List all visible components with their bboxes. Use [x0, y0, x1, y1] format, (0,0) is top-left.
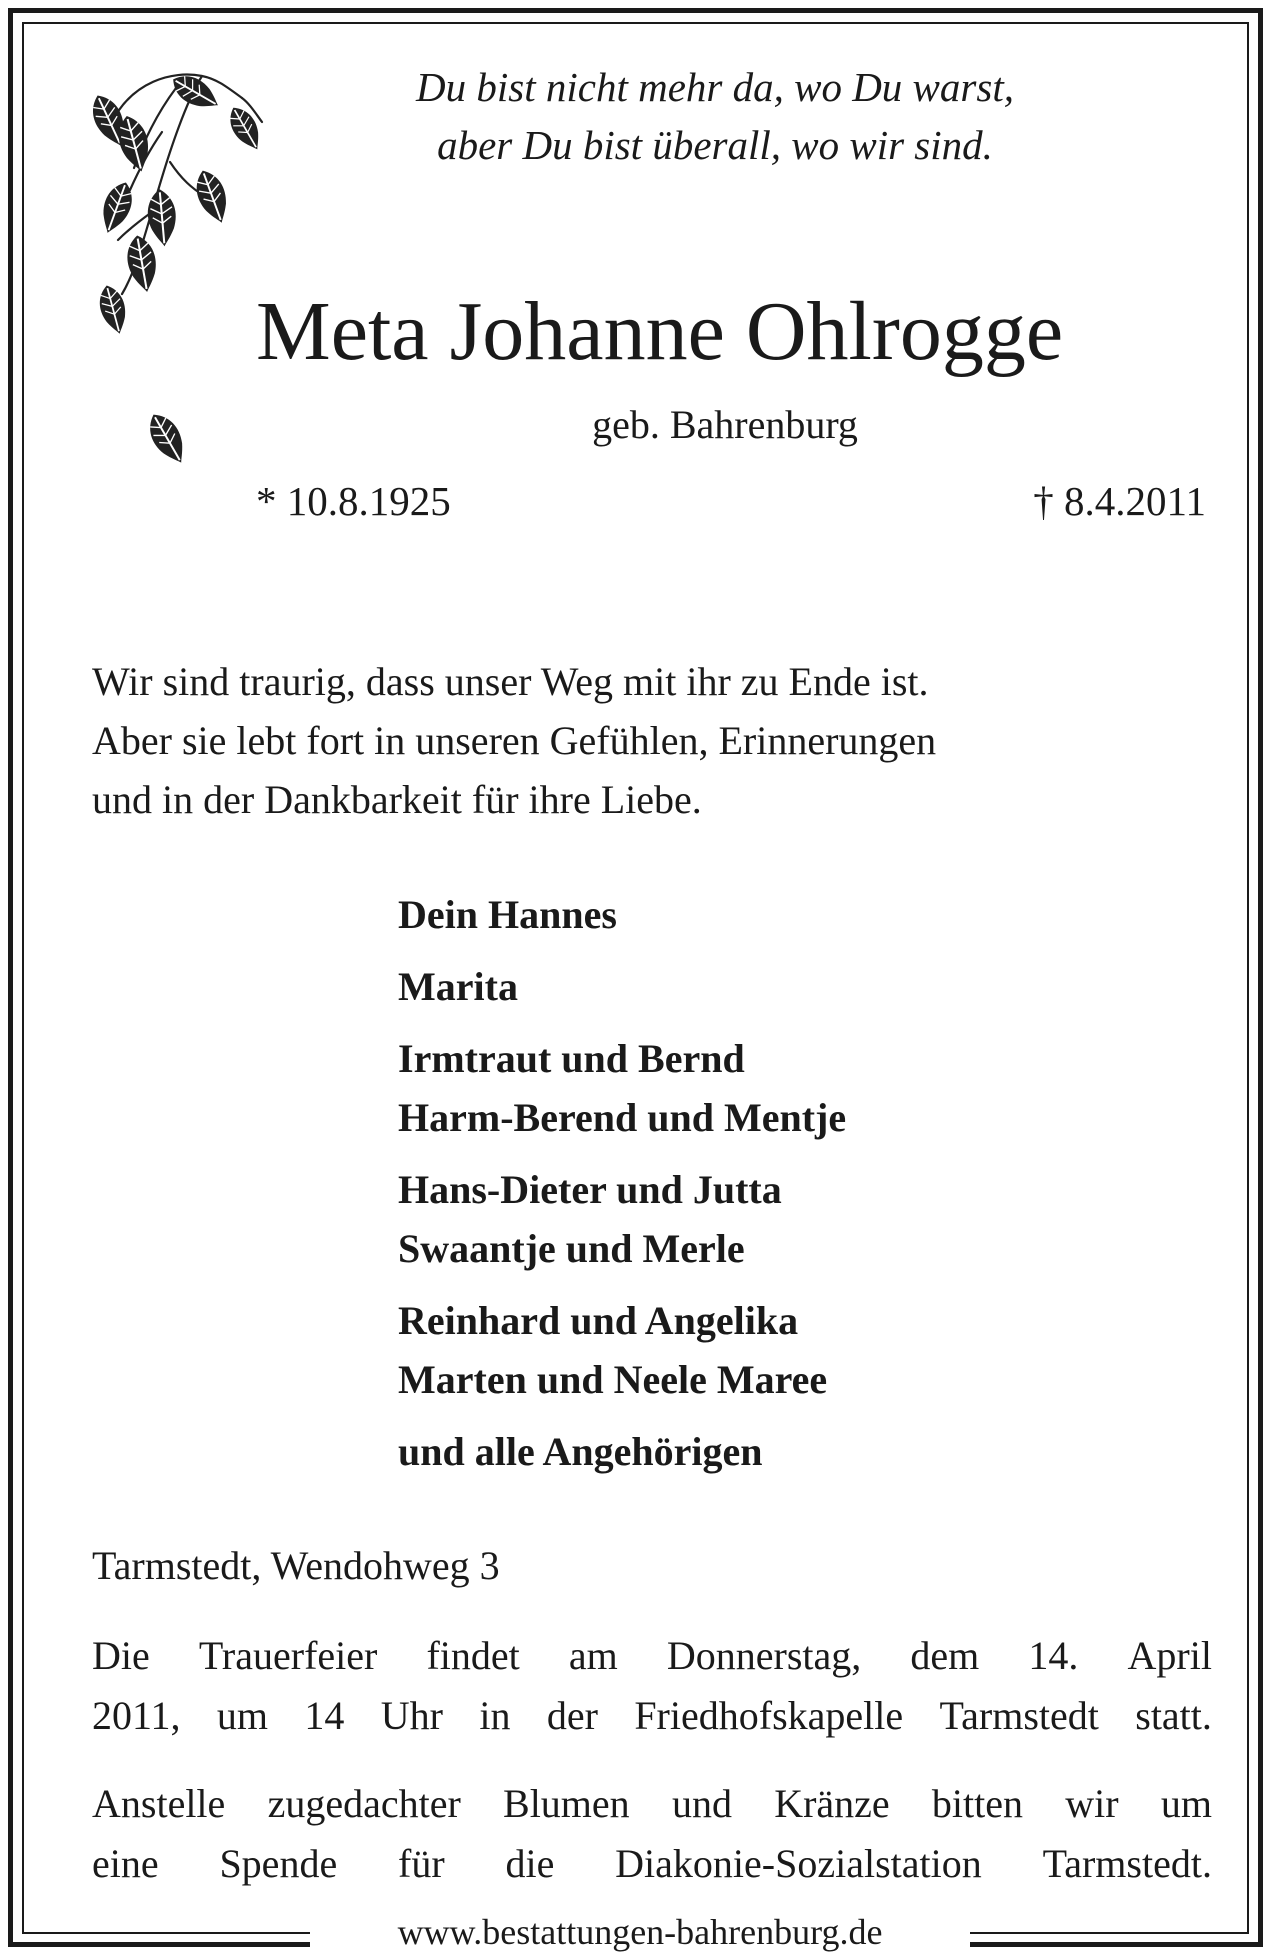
intro-line: und in der Dankbarkeit für ihre Liebe. — [92, 777, 702, 822]
deceased-name: Meta Johanne Ohlrogge — [256, 285, 1064, 378]
family-group — [398, 1029, 846, 1147]
word: und — [671, 1781, 732, 1826]
quote-line: aber Du bist überall, wo wir sind. — [437, 122, 993, 168]
ceremony-line — [92, 1686, 1212, 1746]
family-line: Marita — [398, 964, 518, 1009]
ceremony-line — [92, 1626, 1212, 1686]
word: Diakonie-Sozialstation — [615, 1841, 982, 1886]
family-line: Harm-Berend und Mentje — [398, 1095, 847, 1140]
donation-line — [92, 1774, 1212, 1834]
word: April — [1127, 1633, 1212, 1678]
word: Uhr — [380, 1693, 443, 1738]
word: Tarmstedt. — [1042, 1841, 1212, 1886]
word: wir — [1065, 1781, 1119, 1826]
family-line: Marten und Neele Maree — [398, 1357, 828, 1402]
donation-line — [92, 1834, 1212, 1894]
word: die — [505, 1841, 555, 1886]
family-group — [398, 1291, 846, 1409]
intro-line: Wir sind traurig, dass unser Weg mit ihr zu Ende ist. — [92, 659, 929, 704]
word: Spende — [219, 1841, 338, 1886]
word: Blumen — [503, 1781, 630, 1826]
donation-notice — [92, 1774, 1212, 1894]
birth-date: * 10.8.1925 — [256, 478, 451, 524]
family-line: Hans-Dieter und Jutta — [398, 1167, 782, 1212]
word: Trauerfeier — [198, 1633, 378, 1678]
family-group — [398, 885, 846, 944]
address: Tarmstedt, Wendohweg 3 — [92, 1543, 500, 1588]
word: Kränze — [774, 1781, 890, 1826]
word: um — [1160, 1781, 1212, 1826]
word: eine — [92, 1841, 159, 1886]
ceremony-notice — [92, 1626, 1212, 1746]
family-group — [398, 957, 846, 1016]
word: Friedhofskapelle — [634, 1693, 904, 1738]
family-signatures — [398, 885, 846, 1494]
intro-text — [92, 652, 936, 829]
word: Donnerstag, — [666, 1633, 862, 1678]
death-date: † 8.4.2011 — [1033, 478, 1206, 524]
family-group — [398, 1160, 846, 1278]
intro-line: Aber sie lebt fort in unseren Gefühlen, Erinnerungen — [92, 718, 937, 763]
word: 2011, — [92, 1693, 181, 1738]
maiden-name: geb. Bahrenburg — [592, 402, 858, 447]
memorial-quote — [300, 58, 1130, 174]
word: bitten — [931, 1781, 1023, 1826]
family-group — [398, 1422, 846, 1481]
word: in — [479, 1693, 511, 1738]
word: statt. — [1135, 1693, 1212, 1738]
family-line: Swaantje und Merle — [398, 1226, 745, 1271]
website-link[interactable]: www.bestattungen-bahrenburg.de — [310, 1907, 970, 1957]
word: für — [398, 1841, 445, 1886]
word: findet — [426, 1633, 520, 1678]
word: der — [546, 1693, 598, 1738]
family-line: Dein Hannes — [398, 892, 617, 937]
family-line: und alle Angehörigen — [398, 1429, 763, 1474]
word: Anstelle — [92, 1781, 226, 1826]
word: Tarmstedt — [939, 1693, 1099, 1738]
word: 14 — [304, 1693, 345, 1738]
word: 14. — [1028, 1633, 1079, 1678]
word: zugedachter — [267, 1781, 461, 1826]
word: Die — [92, 1633, 150, 1678]
word: dem — [910, 1633, 980, 1678]
word: um — [216, 1693, 269, 1738]
family-line: Reinhard und Angelika — [398, 1298, 799, 1343]
quote-line: Du bist nicht mehr da, wo Du warst, — [416, 64, 1014, 110]
word: am — [568, 1633, 618, 1678]
family-line: Irmtraut und Bernd — [398, 1036, 745, 1081]
